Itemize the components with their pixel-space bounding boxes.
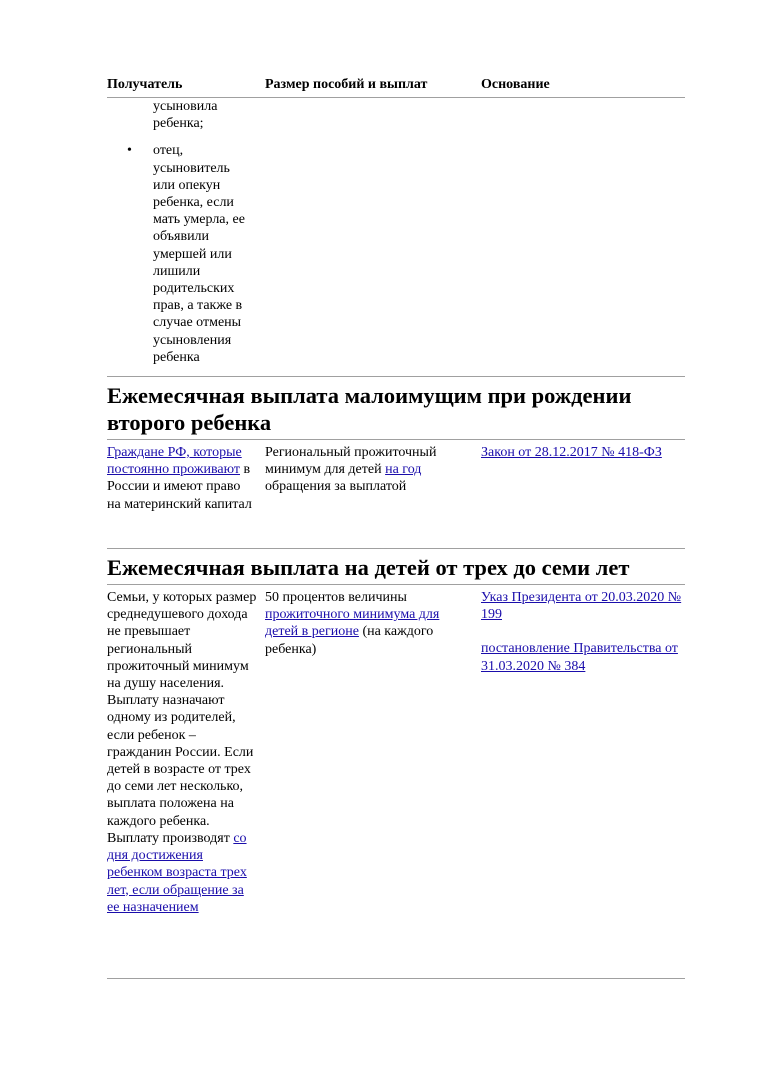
amount-cell (265, 589, 470, 658)
table-row (107, 585, 685, 979)
amount-text-end: (на каждого ребенка) (265, 624, 434, 657)
recipient-text: Семьи, у которых размер среднедушевого дохода не превышает региональный прожиточный минимум на душу населения. Выплату назначают одному из родителей, если ребенок – гражданин России. Если детей в возрасте от трех до семи лет несколько, выплата положена на каждого ребенка. Выплату производят (107, 590, 257, 846)
basis-cell (481, 444, 685, 461)
amount-link[interactable]: на год (385, 462, 422, 478)
amount-cell (265, 444, 470, 496)
basis-resolution-link[interactable]: постановление Правительства от 31.03.2020 № 384 (481, 641, 678, 674)
recipient-text: в России и имеют право на материнский капитал (107, 462, 252, 512)
section-title-second-child: Ежемесячная выплата малоимущим при рождении второго ребенка (107, 377, 685, 440)
recipient-bullet-list (107, 142, 685, 366)
section-title-three-to-seven: Ежемесячная выплата на детей от трех до семи лет (107, 549, 685, 585)
header-amount: Размер пособий и выплат (265, 77, 428, 92)
amount-link[interactable]: прожиточного минимума для детей в регионе (265, 607, 440, 640)
basis-cell (481, 589, 685, 675)
basis-decree-link[interactable]: Указ Президента от 20.03.2020 № 199 (481, 590, 682, 623)
recipient-cell (107, 444, 257, 513)
table-header (107, 70, 685, 98)
header-recipient: Получатель (107, 77, 183, 92)
recipient-link[interactable]: со дня достижения ребенком возраста трех лет, если обращение за ее назначением (107, 830, 247, 915)
document-page (107, 70, 685, 979)
header-basis: Основание (481, 77, 550, 92)
table-row (107, 440, 685, 549)
continued-recipient-cell (107, 98, 685, 377)
list-item (107, 142, 253, 366)
bullet-icon: • (127, 143, 132, 159)
bullet-text: отец, усыновитель или опекун ребенка, если мать умерла, ее объявили умершей или лишили родительских прав, а также в случае отмены усыновления ребенка (153, 143, 245, 365)
continued-text: усыновила ребенка; (153, 99, 218, 132)
amount-text-end: обращения за выплатой (265, 479, 407, 495)
amount-text: Региональный прожиточный минимум для детей (265, 445, 437, 478)
spacer (481, 623, 685, 640)
recipient-link[interactable]: Граждане РФ, которые постоянно проживают (107, 445, 242, 478)
amount-text: 50 процентов величины (265, 590, 407, 606)
basis-law-link[interactable]: Закон от 28.12.2017 № 418-ФЗ (481, 445, 662, 461)
recipient-cell (107, 589, 257, 916)
